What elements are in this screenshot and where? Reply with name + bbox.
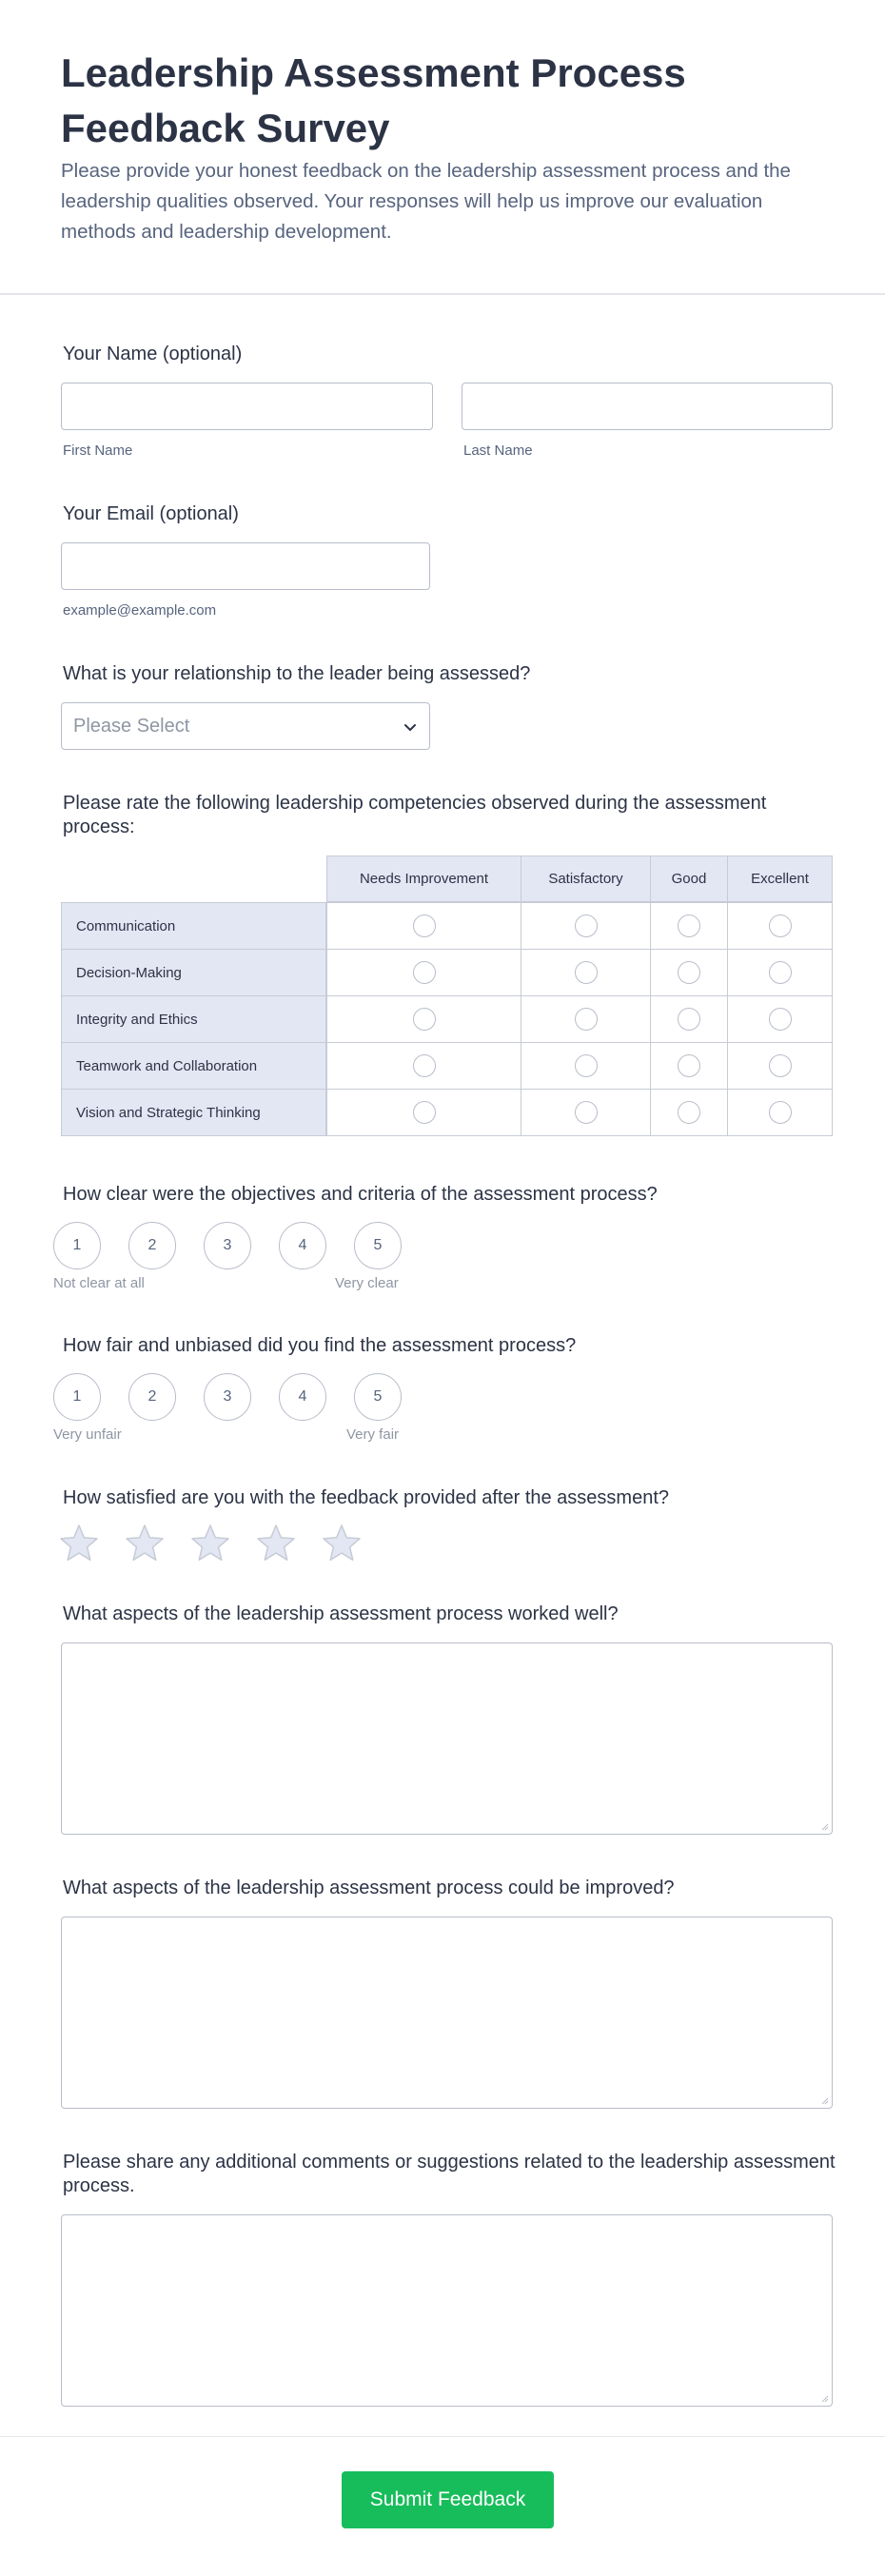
resize-grip-icon[interactable] bbox=[819, 2393, 829, 2403]
comments-textarea[interactable] bbox=[61, 2214, 833, 2407]
chevron-down-icon bbox=[403, 719, 418, 735]
relationship-label: What is your relationship to the leader being assessed? bbox=[63, 663, 531, 684]
name-label: Your Name (optional) bbox=[63, 344, 243, 364]
matrix-radio[interactable] bbox=[413, 1008, 436, 1031]
matrix-label: Please rate the following leadership competencies observed during the assessment process: bbox=[63, 793, 767, 837]
matrix-cell bbox=[521, 949, 651, 996]
first-name-input[interactable] bbox=[61, 383, 433, 430]
fairness-high-caption: Very fair bbox=[346, 1426, 400, 1443]
matrix-radio[interactable] bbox=[678, 961, 700, 984]
fairness-low-caption: Very unfair bbox=[53, 1426, 122, 1443]
matrix-cell bbox=[727, 1089, 833, 1136]
clarity-option-4[interactable]: 4 bbox=[279, 1222, 326, 1269]
first-name-sublabel: First Name bbox=[63, 442, 133, 459]
clarity-label: How clear were the objectives and criteria of the assessment process? bbox=[63, 1184, 658, 1205]
star-rating-4-icon[interactable] bbox=[255, 1523, 297, 1564]
comments-label: Please share any additional comments or suggestions related to the leadership assessment process. bbox=[63, 2152, 836, 2196]
clarity-option-3[interactable]: 3 bbox=[204, 1222, 251, 1269]
matrix-cell bbox=[650, 949, 728, 996]
matrix-col-good: Good bbox=[650, 855, 728, 902]
matrix-cell bbox=[650, 1089, 728, 1136]
clarity-option-1[interactable]: 1 bbox=[53, 1222, 101, 1269]
matrix-cell bbox=[727, 1042, 833, 1090]
matrix-radio[interactable] bbox=[575, 914, 598, 937]
clarity-option-2[interactable]: 2 bbox=[128, 1222, 176, 1269]
matrix-cell bbox=[650, 902, 728, 950]
matrix-cell bbox=[727, 949, 833, 996]
clarity-option-5[interactable]: 5 bbox=[354, 1222, 402, 1269]
matrix-radio[interactable] bbox=[769, 1008, 792, 1031]
matrix-radio[interactable] bbox=[413, 1054, 436, 1077]
matrix-cell bbox=[326, 902, 521, 950]
fairness-label: How fair and unbiased did you find the assessment process? bbox=[63, 1335, 577, 1356]
fairness-option-5[interactable]: 5 bbox=[354, 1373, 402, 1421]
matrix-cell bbox=[326, 1089, 521, 1136]
matrix-radio[interactable] bbox=[575, 1054, 598, 1077]
matrix-col-excellent: Excellent bbox=[727, 855, 833, 902]
fairness-option-2[interactable]: 2 bbox=[128, 1373, 176, 1421]
star-rating-2-icon[interactable] bbox=[124, 1523, 166, 1564]
email-hint: example@example.com bbox=[63, 602, 217, 619]
matrix-cell bbox=[521, 902, 651, 950]
resize-grip-icon[interactable] bbox=[819, 1821, 829, 1831]
worked-well-textarea[interactable] bbox=[61, 1642, 833, 1835]
matrix-radio[interactable] bbox=[413, 961, 436, 984]
star-rating-1-icon[interactable] bbox=[58, 1523, 100, 1564]
matrix-radio[interactable] bbox=[413, 914, 436, 937]
matrix-row-communication: Communication bbox=[61, 902, 326, 950]
worked-well-label: What aspects of the leadership assessment process worked well? bbox=[63, 1603, 619, 1624]
matrix-cell bbox=[521, 995, 651, 1043]
matrix-radio[interactable] bbox=[575, 1101, 598, 1124]
email-input[interactable] bbox=[61, 542, 430, 590]
matrix-cell bbox=[727, 902, 833, 950]
matrix-col-needs-improvement: Needs Improvement bbox=[326, 855, 521, 902]
resize-grip-icon[interactable] bbox=[819, 2095, 829, 2105]
matrix-radio[interactable] bbox=[769, 1054, 792, 1077]
relationship-placeholder: Please Select bbox=[73, 716, 190, 737]
submit-button[interactable]: Submit Feedback bbox=[342, 2471, 554, 2528]
matrix-row-decision-making: Decision-Making bbox=[61, 949, 326, 996]
matrix-radio[interactable] bbox=[678, 1101, 700, 1124]
matrix-cell bbox=[326, 1042, 521, 1090]
matrix-radio[interactable] bbox=[678, 1054, 700, 1077]
matrix-row-integrity-ethics: Integrity and Ethics bbox=[61, 995, 326, 1043]
matrix-radio[interactable] bbox=[413, 1101, 436, 1124]
fairness-option-4[interactable]: 4 bbox=[279, 1373, 326, 1421]
competency-matrix bbox=[61, 855, 833, 1140]
footer-divider bbox=[0, 2436, 885, 2437]
matrix-radio[interactable] bbox=[575, 1008, 598, 1031]
matrix-cell bbox=[521, 1042, 651, 1090]
star-rating-5-icon[interactable] bbox=[321, 1523, 363, 1564]
matrix-radio[interactable] bbox=[575, 961, 598, 984]
clarity-high-caption: Very clear bbox=[335, 1275, 399, 1291]
matrix-cell bbox=[650, 1042, 728, 1090]
improved-textarea[interactable] bbox=[61, 1917, 833, 2109]
fairness-option-1[interactable]: 1 bbox=[53, 1373, 101, 1421]
fairness-option-3[interactable]: 3 bbox=[204, 1373, 251, 1421]
relationship-dropdown[interactable] bbox=[61, 702, 430, 750]
last-name-sublabel: Last Name bbox=[463, 442, 533, 459]
last-name-input[interactable] bbox=[462, 383, 833, 430]
matrix-radio[interactable] bbox=[769, 914, 792, 937]
matrix-radio[interactable] bbox=[678, 914, 700, 937]
star-rating-3-icon[interactable] bbox=[189, 1523, 231, 1564]
matrix-row-vision: Vision and Strategic Thinking bbox=[61, 1089, 326, 1136]
matrix-radio[interactable] bbox=[678, 1008, 700, 1031]
matrix-cell bbox=[727, 995, 833, 1043]
matrix-cell bbox=[326, 949, 521, 996]
matrix-col-satisfactory: Satisfactory bbox=[521, 855, 651, 902]
matrix-radio[interactable] bbox=[769, 1101, 792, 1124]
matrix-radio[interactable] bbox=[769, 961, 792, 984]
form-title: Leadership Assessment Process Feedback Survey bbox=[61, 50, 686, 150]
clarity-low-caption: Not clear at all bbox=[53, 1275, 145, 1291]
matrix-row-teamwork: Teamwork and Collaboration bbox=[61, 1042, 326, 1090]
satisfaction-label: How satisfied are you with the feedback provided after the assessment? bbox=[63, 1487, 670, 1508]
improved-label: What aspects of the leadership assessment process could be improved? bbox=[63, 1878, 675, 1898]
matrix-cell bbox=[326, 995, 521, 1043]
email-label: Your Email (optional) bbox=[63, 503, 239, 524]
matrix-cell bbox=[650, 995, 728, 1043]
form-header bbox=[0, 0, 885, 295]
form-description: Please provide your honest feedback on the leadership assessment process and the leadership qualities observed. Your responses will help us improve our evaluation methods and leadership development. bbox=[61, 160, 791, 243]
matrix-cell bbox=[521, 1089, 651, 1136]
